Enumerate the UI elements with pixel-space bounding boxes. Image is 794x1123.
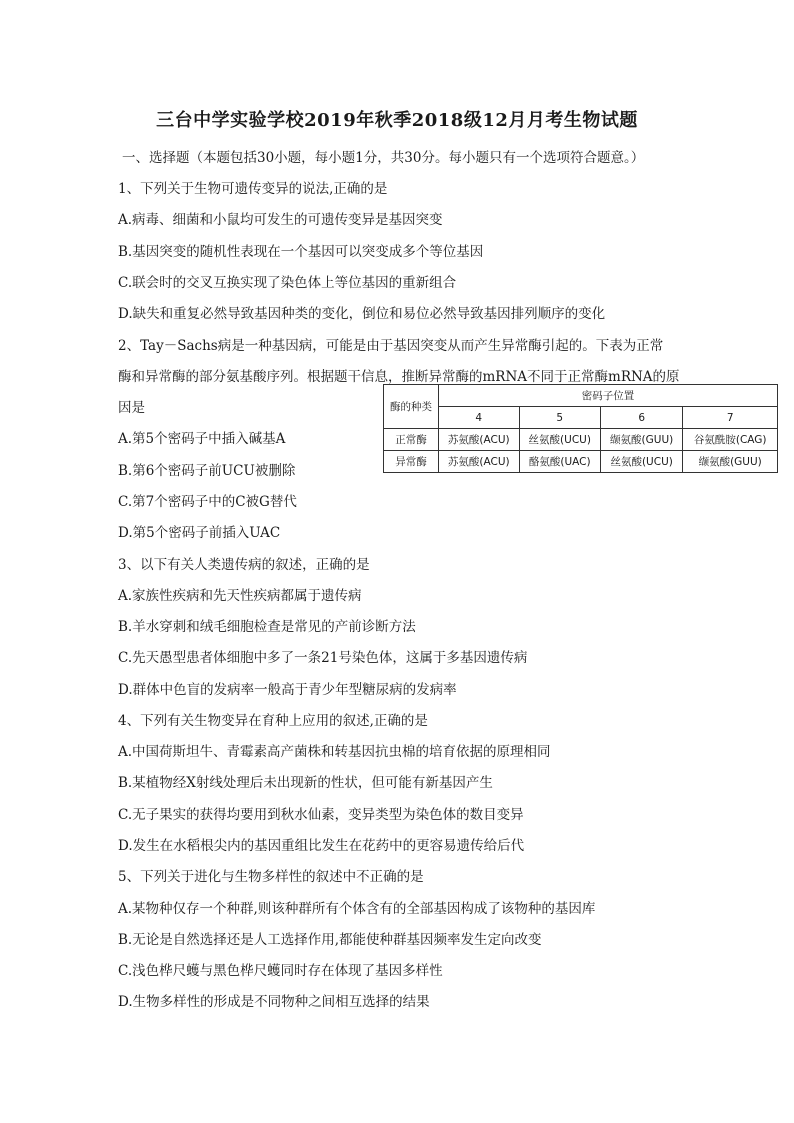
question-1-option-c: C.联会时的交叉互换实现了染色体上等位基因的重新组合 xyxy=(118,275,457,291)
question-4-option-b: B.某植物经X射线处理后未出现新的性状，但可能有新基因产生 xyxy=(118,775,493,791)
codon-table xyxy=(383,384,778,473)
position-5: 5 xyxy=(519,407,600,429)
position-4: 4 xyxy=(439,407,520,429)
question-4-stem: 4、下列有关生物变异在育种上应用的叙述,正确的是 xyxy=(118,713,428,729)
table-cell: 酪氨酸(UAC) xyxy=(519,451,600,473)
question-1-option-a: A.病毒、细菌和小鼠均可发生的可遗传变异是基因突变 xyxy=(118,212,443,228)
question-2-option-a: A.第5个密码子中插入碱基A xyxy=(118,431,286,447)
question-5-option-d: D.生物多样性的形成是不同物种之间相互选择的结果 xyxy=(118,994,430,1010)
table-header-row xyxy=(384,385,778,407)
question-4-option-a: A.中国荷斯坦牛、青霉素高产菌株和转基因抗虫棉的培育依据的原理相同 xyxy=(118,744,551,760)
table-cell: 缬氨酸(GUU) xyxy=(600,429,682,451)
question-3-option-b: B.羊水穿刺和绒毛细胞检查是常见的产前诊断方法 xyxy=(118,619,416,635)
table-row-abnormal-enzyme xyxy=(384,451,778,473)
table-cell: 缬氨酸(GUU) xyxy=(683,451,778,473)
question-2-stem-line-3: 因是 xyxy=(118,400,145,416)
table-cell: 苏氨酸(ACU) xyxy=(439,429,520,451)
question-2-option-c: C.第7个密码子中的C被G替代 xyxy=(118,494,297,510)
question-3-option-d: D.群体中色盲的发病率一般高于青少年型糖尿病的发病率 xyxy=(118,682,457,698)
question-3-option-c: C.先天愚型患者体细胞中多了一条21号染色体，这属于多基因遗传病 xyxy=(118,650,528,666)
question-2-option-d: D.第5个密码子前插入UAC xyxy=(118,525,281,541)
page-title: 三台中学实验学校2019年秋季2018级12月月考生物试题 xyxy=(156,110,638,131)
table-cell: 丝氨酸(UCU) xyxy=(519,429,600,451)
question-4-option-c: C.无子果实的获得均要用到秋水仙素，变异类型为染色体的数目变异 xyxy=(118,807,524,823)
question-2-option-b: B.第6个密码子前UCU被删除 xyxy=(118,463,296,479)
question-1-stem: 1、下列关于生物可遗传变异的说法,正确的是 xyxy=(118,181,388,197)
table-row-normal-enzyme xyxy=(384,429,778,451)
row-label: 正常酶 xyxy=(384,429,439,451)
question-5-option-a: A.某物种仅存一个种群,则该种群所有个体含有的全部基因构成了该物种的基因库 xyxy=(118,901,596,917)
table-cell: 谷氨酰胺(CAG) xyxy=(683,429,778,451)
row-label: 异常酶 xyxy=(384,451,439,473)
enzyme-codon-table xyxy=(383,384,778,473)
codon-position-header: 密码子位置 xyxy=(439,385,778,407)
enzyme-type-header: 酶的种类 xyxy=(384,385,439,429)
question-4-option-d: D.发生在水稻根尖内的基因重组比发生在花药中的更容易遗传给后代 xyxy=(118,838,525,854)
question-1-option-b: B.基因突变的随机性表现在一个基因可以突变成多个等位基因 xyxy=(118,244,484,260)
question-2-stem-line-1: 2、Tay－Sachs病是一种基因病，可能是由于基因突变从而产生异常酶引起的。下表为正常 xyxy=(118,338,664,354)
section-header: 一、选择题（本题包括30小题，每小题1分，共30分。每小题只有一个选项符合题意。） xyxy=(122,150,645,166)
table-cell: 苏氨酸(ACU) xyxy=(439,451,520,473)
question-3-stem: 3、以下有关人类遗传病的叙述，正确的是 xyxy=(118,557,370,573)
question-5-stem: 5、下列关于进化与生物多样性的叙述中不正确的是 xyxy=(118,869,424,885)
question-3-option-a: A.家族性疾病和先天性疾病都属于遗传病 xyxy=(118,588,362,604)
question-5-option-c: C.浅色桦尺蠖与黑色桦尺蠖同时存在体现了基因多样性 xyxy=(118,963,443,979)
question-1-option-d: D.缺失和重复必然导致基因种类的变化，倒位和易位必然导致基因排列顺序的变化 xyxy=(118,306,606,322)
question-5-option-b: B.无论是自然选择还是人工选择作用,都能使种群基因频率发生定向改变 xyxy=(118,932,542,948)
position-6: 6 xyxy=(600,407,682,429)
table-position-row xyxy=(384,407,778,429)
table-cell: 丝氨酸(UCU) xyxy=(600,451,682,473)
question-2-stem-line-2: 酶和异常酶的部分氨基酸序列。根据题干信息，推断异常酶的mRNA不同于正常酶mRNA的原 xyxy=(118,369,680,385)
position-7: 7 xyxy=(683,407,778,429)
